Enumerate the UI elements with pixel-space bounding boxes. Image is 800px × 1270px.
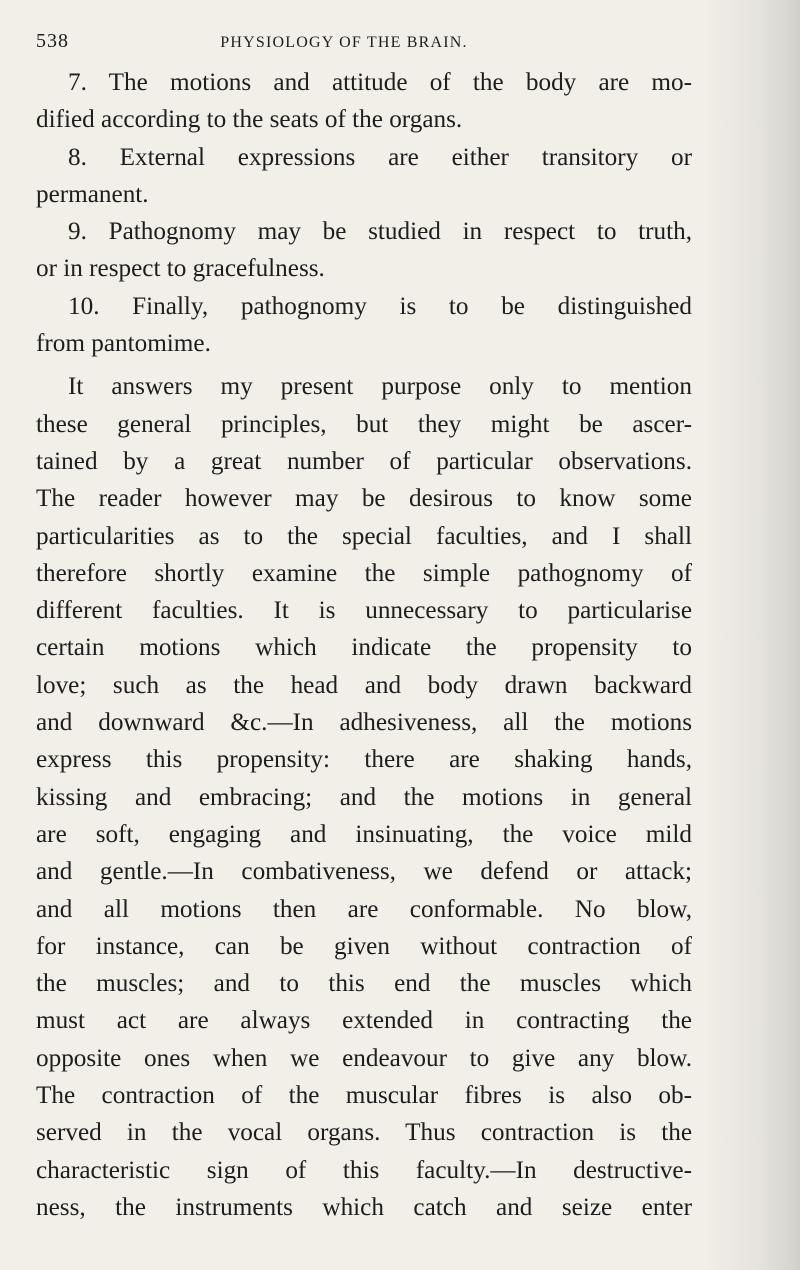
text-line: and downward &c.—In adhesiveness, all the motions <box>36 709 692 737</box>
text-line: characteristic sign of this faculty.—In destructive- <box>36 1156 692 1184</box>
text-line: 10. Finally, pathognomy is to be distinguished <box>68 292 692 320</box>
running-head <box>36 30 692 64</box>
text-line: therefore shortly examine the simple pathognomy of <box>36 559 692 587</box>
text-line: are soft, engaging and insinuating, the voice mild <box>36 820 692 848</box>
text-line: 9. Pathognomy may be studied in respect to truth, <box>68 218 692 246</box>
text-line: It answers my present purpose only to mention <box>68 373 692 401</box>
text-line: the muscles; and to this end the muscles which <box>36 970 692 998</box>
text-line: particularities as to the special faculties, and I shall <box>36 522 692 550</box>
text-line: dified according to the seats of the organs. <box>36 106 463 134</box>
text-line: different faculties. It is unnecessary to particularise <box>36 597 692 625</box>
text-line: The contraction of the muscular fibres is also ob- <box>36 1082 692 1110</box>
text-line: opposite ones when we endeavour to give any blow. <box>36 1044 692 1072</box>
text-line: served in the vocal organs. Thus contraction is the <box>36 1119 692 1147</box>
text-line: certain motions which indicate the propensity to <box>36 634 692 662</box>
text-line: and gentle.—In combativeness, we defend or attack; <box>36 858 692 886</box>
text-line: love; such as the head and body drawn backward <box>36 671 692 699</box>
text-line: permanent. <box>36 180 149 208</box>
text-line: these general principles, but they might be ascer- <box>36 410 692 438</box>
text-line: or in respect to gracefulness. <box>36 255 325 283</box>
text-line: tained by a great number of particular observations. <box>36 447 692 475</box>
text-line: must act are always extended in contracting the <box>36 1007 692 1035</box>
text-line: ness, the instruments which catch and seize enter <box>36 1193 692 1221</box>
body-text <box>36 64 692 1226</box>
text-line: 7. The motions and attitude of the body are mo- <box>68 69 692 96</box>
running-title: PHYSIOLOGY OF THE BRAIN. <box>220 34 468 51</box>
text-line: kissing and embracing; and the motions in general <box>36 783 692 811</box>
text-line: from pantomime. <box>36 330 211 358</box>
text-line: The reader however may be desirous to know some <box>36 485 692 513</box>
page-number: 538 <box>36 30 69 52</box>
text-line: 8. External expressions are either transitory or <box>68 143 692 171</box>
page-edge-shadow <box>700 0 800 1270</box>
text-line: and all motions then are conformable. No blow, <box>36 895 692 923</box>
text-line: for instance, can be given without contraction of <box>36 932 692 960</box>
text-line: express this propensity: there are shaking hands, <box>36 746 692 774</box>
